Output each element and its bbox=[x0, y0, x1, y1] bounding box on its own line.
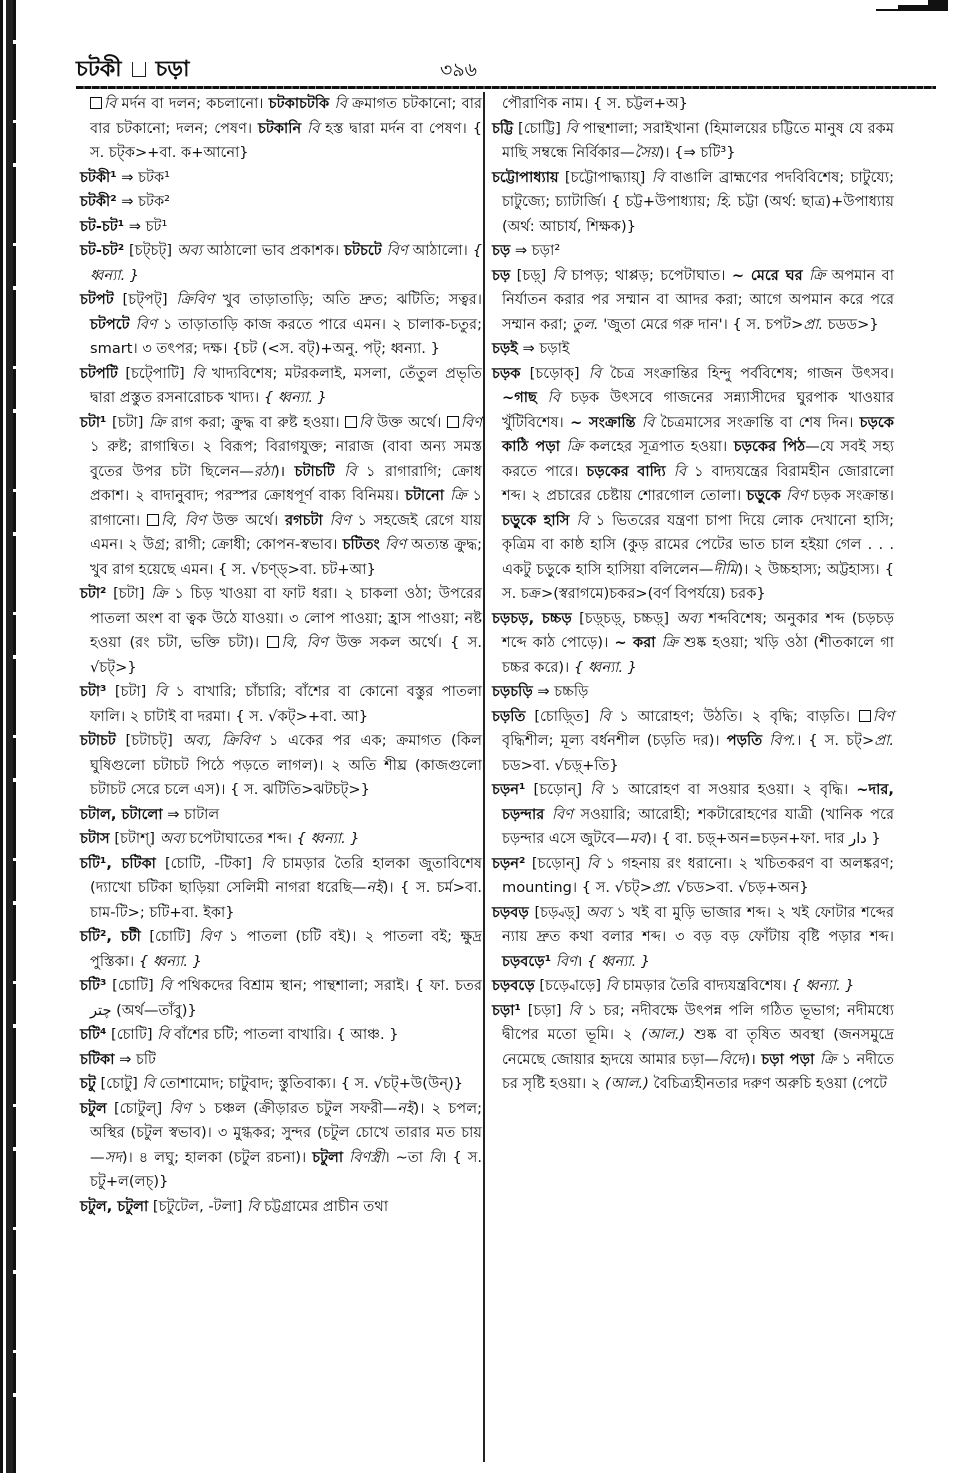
definition-text: সওয়ারি; আরোহী; শকটারোহণের যাত্রী (খানিক পরে চড়ন্দার এসে জুটবে— bbox=[502, 805, 895, 847]
definition-text: চডড>} bbox=[823, 315, 879, 333]
column-divider bbox=[483, 92, 485, 1462]
page-binding-shadow bbox=[13, 0, 16, 1473]
headword: চটা³ bbox=[80, 683, 107, 700]
headword: চটচটে bbox=[344, 242, 382, 259]
definition-text: ১ চঞ্চল (ক্রীড়ারত চটুল সফরী— bbox=[190, 1099, 398, 1117]
definition-text: পথিকদের বিশ্রাম স্থান; পান্থশালা; সরাই। { ফা. চতর چتر (অর্থ—তাঁবু)} bbox=[90, 977, 482, 1019]
headword: চটি⁴ bbox=[80, 1026, 107, 1043]
headword: চড়া¹ bbox=[492, 1001, 521, 1019]
definition-text: খাদ্যবিশেষ; মটরকলাই, মসলা, তেঁতুল প্রভৃতি দ্বারা প্রস্তুত রসনারোচক খাদ্য। bbox=[90, 364, 482, 406]
headword: ~ মেরে ঘর bbox=[731, 266, 803, 284]
headword: চটকাচটকি bbox=[268, 95, 330, 112]
definition-text: পান্থশালা; সরাইখানা (হিমালয়ের চট্টিতে মানুষ যে রকম মাছি সম্বন্ধে নির্বিকার— bbox=[502, 119, 894, 161]
definition-text: ১ আরোহণ বা সওয়ার হওয়া। ২ বৃদ্ধি। bbox=[602, 781, 857, 798]
grammar-label: বি bbox=[552, 266, 565, 284]
dictionary-entry bbox=[492, 337, 894, 362]
scan-corner-mark bbox=[886, 0, 948, 12]
grammar-label: ক্রি bbox=[559, 438, 583, 455]
headword: ~ করা bbox=[614, 634, 656, 651]
definition-text: [চটুটেল, -টলা] bbox=[148, 1197, 248, 1215]
page-header bbox=[76, 52, 936, 84]
definition-text: [চট্পোটি] bbox=[117, 364, 193, 382]
grammar-label: বিণ bbox=[544, 805, 573, 823]
grammar-label: বি bbox=[568, 1001, 581, 1019]
dictionary-entry bbox=[492, 607, 894, 681]
definition-text: ১ চিড় খাওয়া বা ফাট ধরা। ২ চাকলা ওঠা; উপরের পাতলা অংশ বা ত্বক উঠে যাওয়া। ৩ লোপ পাওয়া; হ্রাস পাওয়া; নষ্ট হওয়া (রং চটা, ভক্তি চটা)। bbox=[90, 585, 482, 651]
grammar-label: { ধ্বন্যা. } bbox=[791, 977, 855, 994]
grammar-label: সদ bbox=[104, 1148, 122, 1166]
definition-text: হস্ত দ্বারা মর্দন বা পেষণ। { স. চট্ক>+বা. ক+আনো} bbox=[90, 119, 482, 161]
grammar-label: বি, বিণ bbox=[160, 511, 206, 529]
headword: চটকী¹ bbox=[80, 168, 117, 186]
grammar-label: (আল.) bbox=[604, 1075, 649, 1092]
box-marker-icon bbox=[267, 636, 279, 648]
definition-text: ১ নদীতে চর সৃষ্টি হওয়া। ২ bbox=[502, 1050, 894, 1092]
definition-text: ⇒ চাটাল bbox=[162, 805, 220, 823]
definition-text: রাগ করা; ক্রুদ্ধ বা রুষ্ট হওয়া। bbox=[165, 413, 346, 431]
grammar-label: প্রা. bbox=[652, 879, 672, 896]
box-marker-icon bbox=[147, 514, 159, 526]
definition-text: শুষ্ক বা তৃষিত অবস্থা (জনসমুদ্রে নেমেছে জোয়ার হৃদয়ে আমার চড়া— bbox=[502, 1026, 894, 1068]
grammar-label: বি bbox=[536, 389, 560, 406]
grammar-label: ক্রি bbox=[443, 487, 467, 504]
headword: চটাল, চটালো bbox=[80, 805, 163, 823]
definition-text: )। { স. চর্ম>বা. চাম-টি>; চটি+বা. ইকা} bbox=[90, 879, 482, 921]
grammar-label: বিণ bbox=[872, 707, 894, 725]
definition-text: চাপড়; থাপ্পড়; চপেটাঘাত। bbox=[564, 266, 732, 284]
dictionary-entry bbox=[80, 288, 482, 362]
definition-text: চড>বা. √চড়্+তি} bbox=[502, 756, 619, 774]
dictionary-entry bbox=[492, 778, 894, 852]
definition-text: ⇒ চচ্চড়ি bbox=[532, 683, 589, 700]
dictionary-entry bbox=[80, 166, 482, 191]
entry-continuation bbox=[492, 92, 894, 117]
definition-text: [চড়োন্] bbox=[525, 781, 591, 798]
headword: পড়তি bbox=[726, 732, 763, 749]
definition-text: চপেটাঘাতের শব্দ। bbox=[184, 830, 297, 847]
dictionary-entry bbox=[80, 729, 482, 803]
definition-text: ১ রাগারাগি; ক্রোধ প্রকাশ। ২ বাদানুবাদ; পরস্পর ক্রোধপূর্ণ বাক্য বিনিময়। bbox=[90, 462, 482, 504]
grammar-label: { ধ্বন্যা. } bbox=[263, 389, 327, 406]
dictionary-entry bbox=[492, 999, 894, 1097]
grammar-label: বিণ bbox=[322, 511, 351, 529]
dictionary-entry bbox=[80, 852, 482, 926]
grammar-label: বি bbox=[154, 683, 168, 700]
dictionary-entry bbox=[492, 852, 894, 901]
headword: চটাচটি bbox=[294, 462, 335, 480]
definition-text: [চট্পট্] bbox=[113, 291, 177, 308]
grammar-label: রঠা bbox=[253, 462, 274, 480]
headword: চট্টি bbox=[492, 119, 514, 137]
definition-text: উক্ত অর্থে। bbox=[205, 511, 286, 529]
grammar-label: বি bbox=[605, 977, 619, 994]
headword: চটু bbox=[80, 1075, 96, 1092]
definition-text: মর্দন বা দলন; কচলানো। bbox=[116, 95, 269, 112]
headword: চড়ন¹ bbox=[492, 781, 526, 798]
definition-text: [চড়্বড়্] bbox=[528, 903, 586, 921]
definition-text: [চটা] bbox=[106, 413, 150, 431]
headword: চড়ুকে bbox=[746, 487, 781, 504]
guide-word-last: চড়া bbox=[155, 57, 190, 82]
definition-text: চামড়ার তৈরি হালকা জুতাবিশেষ (দ্যাখো চটিকা ছাড়িয়া সেলিমী নাগরা ধরেছি— bbox=[90, 854, 483, 896]
definition-text: [চোটি, -টিকা] bbox=[155, 854, 262, 872]
definition-text: —যে সবই সহ্য করতে পারে। bbox=[502, 438, 895, 480]
headword: চড়ক bbox=[492, 364, 521, 382]
grammar-label: ক্রি bbox=[802, 266, 826, 284]
headword: চট-চট¹ bbox=[80, 217, 125, 235]
definition-text: ১ আরোহণ; উঠতি। ২ বৃদ্ধি; বাড়তি। bbox=[610, 707, 859, 725]
grammar-label: বি, বিণ bbox=[281, 634, 328, 651]
headword: চটিকা bbox=[80, 1050, 115, 1068]
definition-text: [চোটি] bbox=[106, 977, 160, 994]
definition-text: শুষ্ক হওয়া; খড়ি ওঠা (শীতকালে গা চচ্চর করে)। bbox=[502, 634, 894, 676]
definition-text: চড়ক সংক্রান্ত। bbox=[807, 487, 895, 504]
definition-text: )। ২ চপল; অস্থির (চটুল স্বভাব)। ৩ মুগ্ধকর; সুন্দর (চটুল চোখে তারার মত চায়— bbox=[90, 1099, 482, 1166]
grammar-label: বিপ. bbox=[762, 732, 797, 749]
definition-text: বৃদ্ধিশীল; মূল্য বর্ধনশীল (চড়তি দর)। bbox=[502, 732, 727, 749]
grammar-label: তুল. bbox=[572, 315, 599, 333]
definition-text: [চট্চট্] bbox=[124, 242, 177, 259]
definition-text: ১ একের পর এক; ক্রমাগত (কিল ঘুষিগুলো চটাচট পিঠে পড়তে লাগল)। ২ অতি শীঘ্র (কাজগুলো চটাচট সেরে চলে এস)। { স. ঝটিতি>ঝটচট্>} bbox=[90, 732, 482, 798]
grammar-label: বি bbox=[247, 1197, 260, 1215]
dictionary-entry bbox=[492, 362, 894, 607]
definition-text: । { স. চট্> bbox=[796, 732, 875, 749]
grammar-label: সৈয় bbox=[634, 144, 659, 161]
headword: চড়কে কাঠি পড়া bbox=[502, 413, 894, 455]
headword: চড়কের বাদ্যি bbox=[586, 462, 666, 480]
grammar-label: বিণ bbox=[379, 536, 407, 553]
definition-text: [চড়্] bbox=[510, 266, 553, 284]
headword: চটানো bbox=[405, 487, 444, 504]
box-marker-icon bbox=[859, 710, 871, 722]
headword: চটি¹, চটিকা bbox=[80, 854, 156, 872]
definition-text: [চটাশ্] bbox=[109, 830, 160, 847]
headword: ~দার, চড়ন্দার bbox=[502, 781, 894, 823]
grammar-label: অব্য bbox=[676, 609, 702, 627]
dictionary-entry bbox=[80, 582, 482, 680]
definition-text: [চোটি] bbox=[106, 1026, 158, 1043]
headword: চড়তি bbox=[492, 707, 526, 725]
definition-text: চট্টা (অর্থ: ছাত্র)+উপাধ্যায় (অর্থ: আচার্য, শিক্ষক)} bbox=[502, 193, 894, 235]
definition-text: । ~তা bbox=[384, 1148, 429, 1166]
dictionary-entry bbox=[492, 974, 894, 999]
grammar-label: (আল.) bbox=[641, 1026, 686, 1043]
headword: চড়া পড়া bbox=[761, 1050, 815, 1068]
headword: চড়কের পিঠ bbox=[733, 438, 806, 455]
grammar-label: মব bbox=[629, 830, 646, 847]
grammar-label: ক্রিবিণ bbox=[176, 291, 214, 308]
definition-text: [চট্টোপাদ্ধ্যায়্] bbox=[558, 168, 652, 186]
definition-text: ক্রমাগত চটকানো; বার বার চটকানো; দলন; পেষণ। bbox=[90, 95, 482, 137]
headword: চটুল, চটুলা bbox=[80, 1197, 149, 1215]
headword: চটপট bbox=[80, 291, 114, 308]
grammar-label: দীমি bbox=[713, 560, 738, 578]
grammar-label: বিণ bbox=[199, 928, 221, 945]
grammar-label: ক্রি bbox=[151, 585, 168, 602]
dictionary-entry bbox=[80, 680, 482, 729]
definition-text: উক্ত অর্থে। bbox=[371, 413, 447, 431]
headword: চট-চট² bbox=[80, 242, 125, 259]
headword: চড়ন² bbox=[492, 854, 526, 872]
dictionary-entry bbox=[492, 705, 894, 779]
definition-text: ১ রুষ্ট; রাগান্বিত। ২ বিরূপ; বিরাগযুক্ত; নারাজ (বাবা অন্য সমস্ত বুতের উপর চটা ছিলেন— bbox=[90, 438, 482, 480]
definition-text: 'জুতা মেরে গরু দান'। { স. চপট> bbox=[598, 315, 804, 333]
definition-text: [চোটু] bbox=[95, 1075, 143, 1092]
entry-continuation bbox=[80, 92, 482, 166]
headword: চটি², চটী bbox=[80, 928, 141, 945]
definition-text: [চটা] bbox=[106, 585, 152, 602]
left-column bbox=[80, 92, 482, 1219]
headword: চটিতং bbox=[342, 536, 380, 553]
dictionary-entry bbox=[80, 1023, 482, 1048]
definition-text: চৈত্রমাসের সংক্রান্তি বা শেষ দিন। bbox=[654, 413, 860, 431]
dictionary-entry bbox=[80, 1048, 482, 1073]
definition-text: আঠালো ভাব প্রকাশক। bbox=[201, 242, 345, 259]
grammar-label: ক্রি bbox=[655, 634, 678, 651]
dictionary-entry bbox=[492, 680, 894, 705]
dictionary-entry bbox=[492, 264, 894, 338]
dictionary-entry bbox=[492, 166, 894, 240]
dictionary-entry bbox=[80, 190, 482, 215]
definition-text: আঠালো। bbox=[407, 242, 473, 259]
definition-text: [চোড়্তি] bbox=[525, 707, 599, 725]
dictionary-entry bbox=[80, 974, 482, 1023]
definition-text: ১ বাদ্যযন্ত্রের বিরামহীন জোরালো শব্দ। ২ প্রচারের চেষ্টায় শোরগোল তোলা। bbox=[502, 462, 895, 504]
headword: চটি³ bbox=[80, 977, 107, 994]
grammar-label: ক্রি bbox=[814, 1050, 837, 1068]
definition-text: উক্ত সকল অর্থে। { স. √চট্>} bbox=[90, 634, 482, 676]
grammar-label: বি bbox=[157, 1026, 170, 1043]
definition-text: ১ খই বা মুড়ি ভাজার শব্দ। ২ খই ফোটার শব্দের ন্যায় দ্রুত কথা বলার শব্দ। ৩ বড় বড় ফোঁটায় বৃষ্টি পড়ার শব্দ। bbox=[502, 903, 894, 945]
grammar-label: বিণ bbox=[460, 413, 482, 431]
headword: চটপটে bbox=[90, 315, 130, 333]
definition-text: চড়ক উৎসবে গাজনের সন্ন্যাসীদের ঘুরপাক খাওয়ার খুঁটিবিশেষ। bbox=[502, 389, 894, 431]
dictionary-entry bbox=[80, 215, 482, 240]
definition-text: )। ৪ লঘু; হালকা (চটুল রচনা)। bbox=[121, 1148, 313, 1166]
definition-text: পৌরাণিক নাম। { স. চট্টল+অ} bbox=[502, 95, 688, 112]
definition-text: [চড়োন্] bbox=[525, 854, 587, 872]
header-rule bbox=[76, 86, 936, 89]
grammar-label: বি bbox=[665, 462, 687, 480]
grammar-label: বি bbox=[359, 413, 372, 431]
definition-text: । bbox=[576, 952, 588, 970]
definition-text: )। ২ উচ্চহাস্য; অট্টহাস্য। { স. চক্র>(স্বরাগমে)চকর>(বর্ণ বিপর্যয়ে) চরক} bbox=[502, 560, 894, 602]
definition-text: ১ রাগানো। bbox=[90, 487, 482, 529]
definition-text: ১ তাড়াতাড়ি কাজ করতে পারে এমন। ২ চালাক-চতুর; smart। ৩ তৎপর; দক্ষ। {চট (<স. বট্)+অনু. পট্; ধ্বন্যা. } bbox=[90, 315, 482, 357]
headword: চটুলা bbox=[312, 1148, 344, 1166]
dictionary-entry bbox=[80, 362, 482, 411]
definition-text: [চড়া] bbox=[520, 1001, 569, 1019]
definition-text: )। bbox=[744, 1050, 762, 1068]
grammar-label: বি bbox=[192, 364, 205, 382]
definition-text: ১ বাখারি; চাঁচারি; বাঁশের বা কোনো বস্তুর পাতলা ফালি। ২ চাটাই বা দরমা। { স. √কট্>+বা. আ} bbox=[90, 683, 482, 725]
definition-text: অপমান বা নির্যাতন করার পর সম্মান বা আদর করা; আগে অপমান করে পরে সম্মান করা; bbox=[502, 266, 894, 333]
open-box-icon bbox=[132, 62, 146, 77]
dictionary-entry bbox=[80, 239, 482, 288]
grammar-label: বিণ bbox=[551, 952, 577, 970]
definition-text: বাঁশের চটি; পাতলা বাখারি। { আঞ্চ. } bbox=[169, 1026, 399, 1043]
dictionary-entry bbox=[80, 803, 482, 828]
grammar-label: বি bbox=[301, 119, 320, 137]
definition-text: [চড়োক্] bbox=[520, 364, 589, 382]
headword: রগচটা bbox=[285, 511, 323, 529]
headword: চড়ুকে হাসি bbox=[502, 511, 570, 529]
right-column bbox=[492, 92, 894, 1097]
box-marker-icon bbox=[447, 416, 459, 428]
grammar-label: { ধ্বন্যা. } bbox=[296, 830, 360, 847]
grammar-label: বিণ bbox=[780, 487, 808, 504]
grammar-label: প্রা. bbox=[803, 315, 824, 333]
definition-text: তোশামোদ; চাটুবাদ; স্তুতিবাক্য। { স. √চট্+উ(উন্)} bbox=[154, 1075, 464, 1092]
definition-text: ১ পাতলা (চটি বই)। ২ পাতলা বই; ক্ষুদ্র পুস্তিকা। bbox=[90, 928, 483, 970]
definition-text: )। {⇒ চটি³} bbox=[658, 144, 736, 161]
headword: চড় bbox=[492, 266, 511, 284]
grammar-label: বি bbox=[334, 462, 357, 480]
dictionary-entry bbox=[80, 1195, 482, 1220]
dictionary-entry bbox=[80, 1072, 482, 1097]
headword: চট্টোপাধ্যায় bbox=[492, 168, 559, 186]
grammar-label: নই bbox=[366, 879, 383, 896]
definition-text: [চোটি] bbox=[140, 928, 200, 945]
definition-text: অত্যন্ত ক্রুদ্ধ; খুব রাগ হয়েছে এমন। { স. √চণ্ড্>বা. চট+আ} bbox=[90, 536, 482, 578]
grammar-label: বি bbox=[261, 854, 274, 872]
dictionary-entry bbox=[80, 411, 482, 583]
grammar-label: বি bbox=[142, 1075, 155, 1092]
grammar-label: বি bbox=[569, 511, 589, 529]
headword: চড়ই bbox=[492, 340, 518, 357]
grammar-label: বি bbox=[635, 413, 655, 431]
headword: চটাস bbox=[80, 830, 110, 847]
headword: চড় bbox=[492, 242, 511, 259]
grammar-label: অব্য bbox=[585, 903, 611, 921]
grammar-label: বি bbox=[598, 707, 611, 725]
definition-text: ⇒ চড়া² bbox=[510, 242, 561, 259]
grammar-label: প্রা. bbox=[874, 732, 894, 749]
definition-text: [চড়্বোড়ে] bbox=[534, 977, 606, 994]
grammar-label: বি bbox=[586, 854, 600, 872]
dictionary-entry bbox=[492, 239, 894, 264]
grammar-label: ক্রি bbox=[149, 413, 166, 431]
grammar-label: বি bbox=[329, 95, 347, 112]
definition-text: ⇒ চটি bbox=[114, 1050, 156, 1068]
headword: ~ সংক্রান্তি bbox=[570, 413, 636, 431]
definition-text: চট্টগ্রামের প্রাচীন তথা bbox=[259, 1197, 389, 1215]
definition-text: ⇒ চট¹ bbox=[124, 217, 168, 235]
definition-text: চৈত্র সংক্রান্তির হিন্দু পর্ববিশেষ; গাজন উৎসব। bbox=[601, 364, 895, 382]
definition-text: √চড>বা. √চড়+অন} bbox=[671, 879, 809, 896]
headword: চটকী² bbox=[80, 193, 117, 210]
definition-text: ১ চর; নদীবক্ষে উৎপন্ন পলি গঠিত ভূভাগ; নদীমধ্যে দ্বীপের মতো ভূমি। ২ bbox=[502, 1001, 894, 1043]
definition-text: ১ সহজেই রেগে যায় এমন। ২ উগ্র; রাগী; ক্রোধী; কোপন-স্বভাব। bbox=[90, 511, 482, 553]
headword: চটাচট bbox=[80, 732, 116, 749]
definition-text: ১ গহনায় রং ধরানো। ২ খচিতকরণ বা অলঙ্করণ; mounting। { স. √চট্> bbox=[502, 854, 894, 896]
grammar-label: { ধ্বন্যা. } bbox=[573, 658, 638, 676]
grammar-label: অব্য bbox=[176, 242, 202, 259]
headword: চড়বড়ে bbox=[492, 977, 535, 994]
definition-text: ⇒ চটক² bbox=[116, 193, 171, 210]
guide-word-first: চটকী bbox=[76, 57, 122, 82]
grammar-label: বি bbox=[159, 977, 172, 994]
definition-text: [চোট্টি] bbox=[513, 119, 566, 137]
dictionary-entry bbox=[492, 901, 894, 975]
definition-text: কলহের সূত্রপাত হওয়া। bbox=[582, 438, 734, 455]
grammar-label: নই bbox=[397, 1099, 414, 1117]
grammar-label: বি bbox=[565, 119, 578, 137]
grammar-label: বিণ bbox=[129, 315, 157, 333]
definition-text: [চোটুল্] bbox=[106, 1099, 170, 1117]
headword: ~গাছ bbox=[502, 389, 537, 406]
definition-text: ১ ভিতরের যন্ত্রণা চাপা দিয়ে লোক দেখানো হাসি; কৃত্রিম বা কাষ্ঠ হাসি (কুড় রামের পেটের ভাত চাল হইয়া গেল . . . একটু চড়ুকে হাসি হাসিয়া বলিলেন— bbox=[502, 511, 895, 578]
box-marker-icon bbox=[345, 416, 357, 428]
grammar-label: বি bbox=[651, 168, 665, 186]
definition-text: শব্দবিশেষ; অনুকার শব্দ (চড়চড় শব্দে কাঠ পোড়ে)। bbox=[502, 609, 895, 651]
definition-text: চামড়ার তৈরি বাদ্যযন্ত্রবিশেষ। bbox=[618, 977, 792, 994]
definition-text: বাঙালি ব্রাহ্মণের পদবিবিশেষ; চাটুয্যে; চাটুজ্যে; চ্যাটার্জি। { চট্ট+উপাধ্যায়; bbox=[502, 168, 894, 210]
grammar-label: বিণ bbox=[381, 242, 408, 259]
guide-words bbox=[76, 52, 190, 89]
headword: চটা² bbox=[80, 585, 107, 602]
definition-text: খুব তাড়াতাড়ি; অতি দ্রুত; ঝটিতি; সত্বর। bbox=[213, 291, 482, 308]
grammar-label: { ধ্বন্যা. } bbox=[138, 952, 202, 970]
headword: চড়চড়, চচ্চড় bbox=[492, 609, 572, 627]
grammar-label: { ধ্বন্যা. } bbox=[587, 952, 651, 970]
grammar-label: হি. bbox=[715, 193, 733, 210]
grammar-label: অব্য, ক্রিবিণ bbox=[182, 732, 260, 749]
dictionary-entry bbox=[80, 1097, 482, 1195]
definition-text: ⇒ চড়াই bbox=[517, 340, 570, 357]
definition-text: )। { বা. চড়্+অন=চড়ন+ফা. দার دار } bbox=[645, 830, 881, 847]
dictionary-entry bbox=[80, 925, 482, 974]
grammar-label: বি bbox=[590, 781, 603, 798]
grammar-label: বি bbox=[428, 1148, 442, 1166]
box-marker-icon bbox=[90, 97, 102, 109]
dictionary-entry bbox=[80, 827, 482, 852]
grammar-label: বিদে bbox=[718, 1050, 745, 1068]
headword: চড়চড়ি bbox=[492, 683, 533, 700]
definition-text: । { স. চটু+ল(লচ্)} bbox=[90, 1148, 482, 1190]
headword: চটুল bbox=[80, 1099, 107, 1117]
dictionary-entry bbox=[492, 117, 894, 166]
definition-text: [চটাচট্] bbox=[115, 732, 183, 749]
grammar-label: বি bbox=[104, 95, 117, 112]
headword: চড়বড়ে¹ bbox=[502, 952, 552, 970]
definition-text: বৈচিত্র্যহীনতার দরুণ অরুচি হওয়া (পেটে bbox=[648, 1075, 888, 1092]
headword: চটপটি bbox=[80, 364, 118, 382]
definition-text: )। bbox=[273, 462, 295, 480]
definition-text: ⇒ চটক¹ bbox=[116, 168, 171, 186]
grammar-label: { ধ্বন্যা. } bbox=[90, 242, 482, 284]
page-number: ৩৯৬ bbox=[440, 59, 478, 81]
definition-text: [চটা] bbox=[106, 683, 155, 700]
grammar-label: বিণ bbox=[169, 1099, 191, 1117]
headword: চটকানি bbox=[258, 119, 302, 137]
headword: চড়বড় bbox=[492, 903, 529, 921]
grammar-label: বিণস্ত্রী bbox=[343, 1148, 385, 1166]
headword: চটা¹ bbox=[80, 413, 107, 431]
grammar-label: অব্য bbox=[159, 830, 185, 847]
grammar-label: বি bbox=[588, 364, 602, 382]
definition-text: [চড়্চড়্, চচ্চড়্] bbox=[571, 609, 677, 627]
